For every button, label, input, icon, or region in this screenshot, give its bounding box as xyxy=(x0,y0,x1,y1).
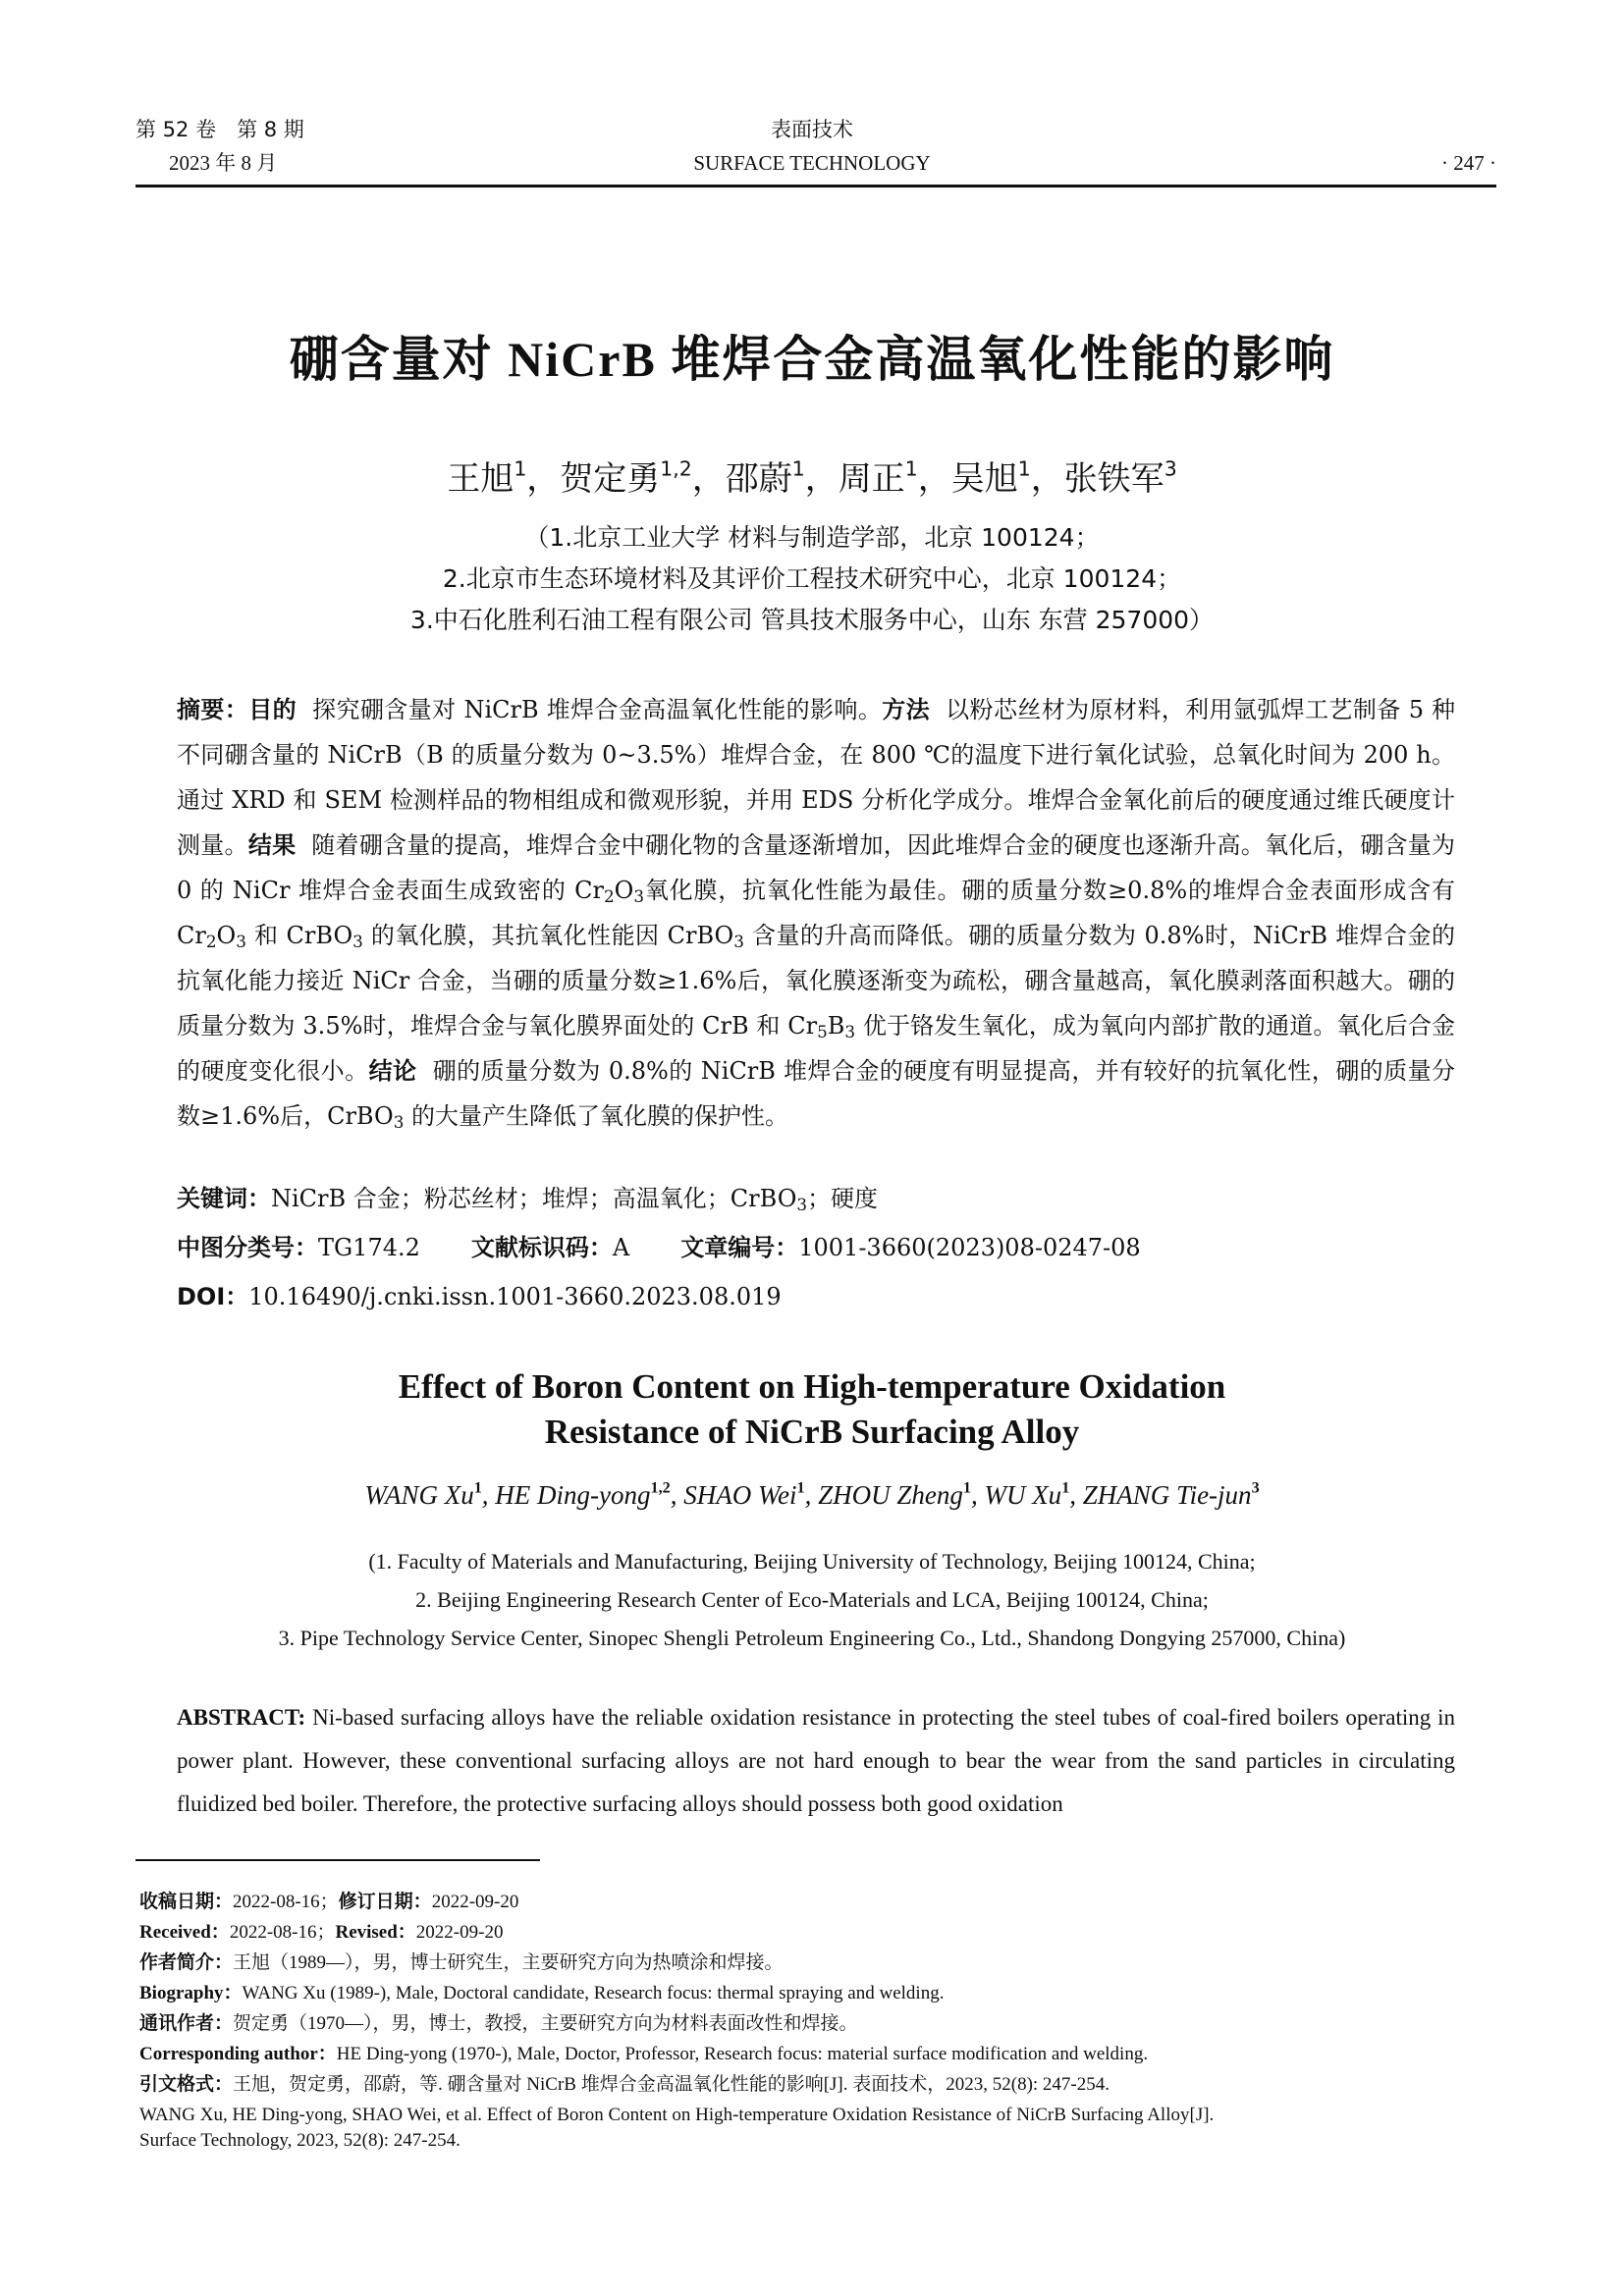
en-author-separator: , xyxy=(804,1480,819,1510)
page-number: · 247 · xyxy=(1441,151,1496,175)
cn-author-2: 贺定勇 xyxy=(560,459,661,499)
doi-value[interactable]: 10.16490/j.cnki.issn.1001-3660.2023.08.019 xyxy=(248,1283,782,1310)
title-en xyxy=(0,1364,1624,1455)
objective-label: 目的 xyxy=(248,696,298,723)
en-author-separator: , xyxy=(970,1480,985,1510)
footnote-citation-en-1: WANG Xu, HE Ding-yong, SHAO Wei, et al. Effect of Boron Content on High-temperature Oxidation Resistance of NiCrB Surfacing Alloy[J]. xyxy=(139,2105,1215,2125)
cn-author-mark-5: 1 xyxy=(1017,456,1031,481)
cn-author-mark-1: 1 xyxy=(514,456,527,481)
article-no-value: 1001-3660(2023)08-0247-08 xyxy=(798,1234,1141,1261)
affiliation-en-3: 3. Pipe Technology Service Center, Sinopec Shengli Petroleum Engineering Co., Ltd., Shandong Dongying 257000, China) xyxy=(278,1626,1346,1650)
conclusion-text: 硼的质量分数为 0.8%的 NiCrB 堆焊合金的硬度有明显提高，并有较好的抗氧化性，硼的质量分数≥1.6%后，CrBO$_3$ 的大量产生降低了氧化膜的保护性。 xyxy=(177,1057,1456,1133)
keywords-text: NiCrB 合金；粉芯丝材；堆焊；高温氧化；CrBO$_3$；硬度 xyxy=(271,1185,879,1215)
cn-author-6: 张铁军 xyxy=(1063,459,1164,499)
title-en-line-1: Effect of Boron Content on High-temperature Oxidation xyxy=(398,1367,1226,1406)
cn-author-mark-2: 1,2 xyxy=(660,456,692,481)
footnote-rule xyxy=(135,1859,540,1861)
en-author-mark-5: 1 xyxy=(1061,1478,1070,1497)
methods-text: 以粉芯丝材为原材料，利用氩弧焊工艺制备 5 种不同硼含量的 NiCrB（B 的质量分数为 0~3.5%）堆焊合金，在 800 ℃的温度下进行氧化试验，总氧化时间为 200 h。通过 XRD 和 SEM 检测样品的物相组成和微观形貌，并用 EDS 分析化学成分。堆焊合金氧化前后的硬度通过维氏硬度计测量。 xyxy=(177,696,1456,859)
abstract-en-label: ABSTRACT: xyxy=(177,1705,306,1730)
journal-name-en: SURFACE TECHNOLOGY xyxy=(693,151,931,175)
cn-author-1: 王旭 xyxy=(447,459,514,499)
en-author-5: WU Xu xyxy=(984,1480,1062,1510)
clc-label: 中图分类号： xyxy=(177,1234,318,1261)
footnotes xyxy=(139,1887,1504,2154)
keywords-label: 关键词： xyxy=(177,1185,271,1212)
cn-author-mark-3: 1 xyxy=(791,456,805,481)
en-author-mark-4: 1 xyxy=(962,1478,971,1497)
doc-code-label: 文献标识码： xyxy=(470,1234,613,1261)
en-author-3: SHAO Wei xyxy=(683,1480,797,1510)
doi xyxy=(177,1280,1455,1313)
abstract-en xyxy=(177,1696,1455,1826)
en-author-mark-2: 1,2 xyxy=(650,1478,671,1497)
en-author-1: WANG Xu xyxy=(364,1480,474,1510)
doi-label: DOI： xyxy=(177,1283,249,1310)
en-author-separator: , xyxy=(1069,1480,1083,1510)
affiliation-cn-3: 3.中石化胜利石油工程有限公司 管具技术服务中心，山东 东营 257000） xyxy=(409,606,1215,634)
affiliation-en-2: 2. Beijing Engineering Research Center of Eco-Materials and LCA, Beijing 100124, China; xyxy=(415,1587,1209,1612)
abstract-en-text: Ni-based surfacing alloys have the reliable oxidation resistance in protecting the steel tubes of coal-fired boilers operating in power plant. However, these conventional surfacing alloys are not hard enough to bear the wear from the sand particles in circulating fluidized bed boiler. Therefore, the protective surfacing alloys should possess both good oxidation xyxy=(177,1705,1456,1816)
cn-author-separator: ， xyxy=(1030,459,1064,499)
cn-author-5: 吴旭 xyxy=(950,459,1018,499)
en-author-4: ZHOU Zheng xyxy=(818,1480,963,1510)
abstract-cn-label: 摘要： xyxy=(177,696,249,723)
cn-author-mark-4: 1 xyxy=(904,456,918,481)
cn-author-3: 邵蔚 xyxy=(725,459,792,499)
en-author-separator: , xyxy=(670,1480,684,1510)
clc-value: TG174.2 xyxy=(318,1234,420,1261)
footnote-received-cn: 收稿日期：2022-08-16；修订日期：2022-09-20 xyxy=(139,1891,519,1912)
cn-author-separator: ， xyxy=(917,459,951,499)
volume-issue: 第 52 卷 第 8 期 xyxy=(135,118,304,141)
footnote-corresponding-cn: 通讯作者：贺定勇（1970—），男，博士，教授，主要研究方向为材料表面改性和焊接。 xyxy=(139,2012,858,2034)
affiliation-en-1: (1. Faculty of Materials and Manufacturing, Beijing University of Technology, Beijing 100124, China; xyxy=(368,1549,1256,1574)
affiliation-cn-2: 2.北京市生态环境材料及其评价工程技术研究中心，北京 100124； xyxy=(442,564,1182,593)
issue-date: 2023 年 8 月 xyxy=(169,151,278,175)
cn-author-separator: ， xyxy=(691,459,726,499)
cn-author-4: 周正 xyxy=(838,459,905,499)
classification xyxy=(177,1231,1455,1264)
abstract-cn xyxy=(177,687,1455,1139)
header-rule xyxy=(135,185,1496,187)
authors-en xyxy=(0,1480,1624,1511)
keywords xyxy=(177,1182,1455,1215)
footnote-citation-en-2: Surface Technology, 2023, 52(8): 247-254. xyxy=(139,2130,460,2151)
authors-cn xyxy=(0,452,1624,500)
cn-author-separator: ， xyxy=(804,459,839,499)
en-author-2: HE Ding-yong xyxy=(495,1480,651,1510)
en-author-mark-6: 3 xyxy=(1251,1478,1260,1497)
footnote-corresponding-en: Corresponding author：HE Ding-yong (1970-), Male, Doctor, Professor, Research focus: material surface modification and welding. xyxy=(139,2044,1149,2064)
footnote-biography-cn: 作者简介：王旭（1989—），男，博士研究生，主要研究方向为热喷涂和焊接。 xyxy=(139,1951,784,1973)
cn-author-separator: ， xyxy=(526,459,561,499)
en-author-6: ZHANG Tie-jun xyxy=(1082,1480,1252,1510)
results-label: 结果 xyxy=(247,831,297,859)
title-en-line-2: Resistance of NiCrB Surfacing Alloy xyxy=(544,1413,1080,1451)
title-cn: 硼含量对 NiCrB 堆焊合金高温氧化性能的影响 xyxy=(289,332,1335,387)
affiliation-cn-1: （1.北京工业大学 材料与制造学部，北京 100124； xyxy=(524,523,1100,552)
footnote-received-en: Received：2022-08-16；Revised：2022-09-20 xyxy=(139,1922,504,1943)
methods-label: 方法 xyxy=(882,696,931,723)
footnote-citation-cn: 引文格式：王旭，贺定勇，邵蔚，等. 硼含量对 NiCrB 堆焊合金高温氧化性能的影响[J]. 表面技术，2023, 52(8): 247-254. xyxy=(139,2073,1110,2095)
doc-code-value: A xyxy=(612,1234,630,1261)
objective-text: 探究硼含量对 NiCrB 堆焊合金高温氧化性能的影响。 xyxy=(312,696,883,723)
en-author-separator: , xyxy=(481,1480,496,1510)
footnote-biography-en: Biography：WANG Xu (1989-), Male, Doctoral candidate, Research focus: thermal spraying and welding. xyxy=(139,1983,945,2003)
en-author-mark-1: 1 xyxy=(473,1478,482,1497)
results-text: 随着硼含量的提高，堆焊合金中硼化物的含量逐渐增加，因此堆焊合金的硬度也逐渐升高。氧化后，硼含量为 0 的 NiCr 堆焊合金表面生成致密的 $Cr_2O_3$氧化膜，抗氧化性能为最佳。硼的质量分数≥0.8%的堆焊合金表面形成含有 $Cr_2O_3$ 和 CrBO$_3$ 的氧化膜，其抗氧化性能因 CrBO$_3$ 含量的升高而降低。硼的质量分数为 0.8%时，NiCrB 堆焊合金的抗氧化能力接近 NiCr 合金，当硼的质量分数≥1.6%后，氧化膜逐渐变为疏松，硼含量越高，氧化膜剥落面积越大。硼的质量分数为 3.5%时，堆焊合金与氧化膜界面处的 CrB 和 $Cr_5B_3$ 优于铬发生氧化，成为氧向内部扩散的通道。氧化后合金的硬度变化很小。 xyxy=(177,831,1456,1085)
conclusion-label: 结论 xyxy=(368,1057,417,1085)
journal-name-cn: 表面技术 xyxy=(771,118,853,141)
cn-author-mark-6: 3 xyxy=(1164,456,1177,481)
en-author-mark-3: 1 xyxy=(796,1478,805,1497)
article-no-label: 文章编号： xyxy=(680,1234,799,1261)
